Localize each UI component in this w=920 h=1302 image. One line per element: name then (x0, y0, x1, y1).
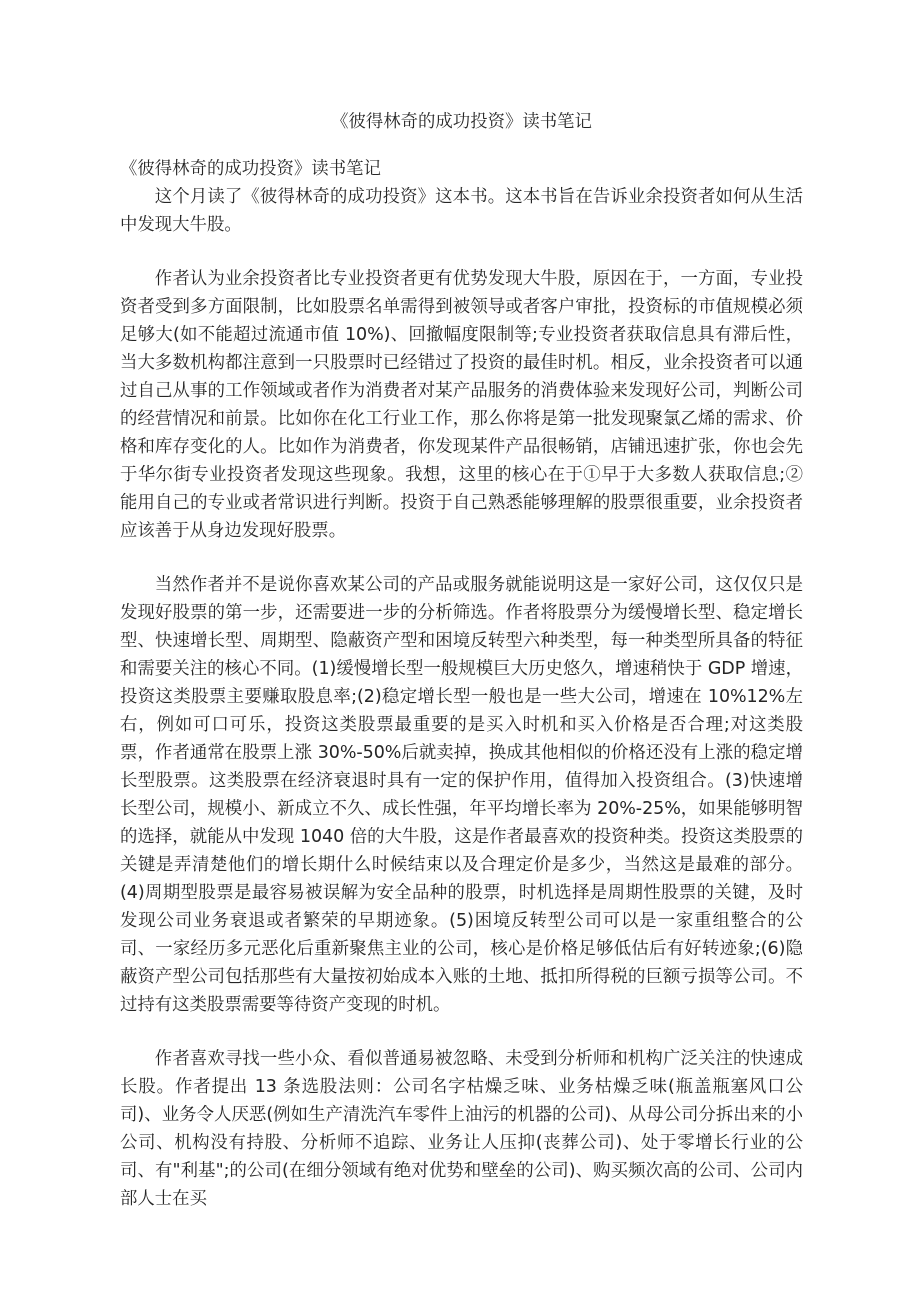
document-title: 《彼得林奇的成功投资》读书笔记 (331, 112, 592, 132)
paragraph-intro: 这个月读了《彼得林奇的成功投资》这本书。这本书旨在告诉业余投资者如何从生活中发现大牛股。 (120, 187, 803, 235)
paragraph-heading: 《彼得林奇的成功投资》读书笔记 (120, 159, 381, 179)
paragraph-amateur-advantage: 作者认为业余投资者比专业投资者更有优势发现大牛股，原因在于，一方面，专业投资者受到多方面限制，比如股票名单需得到被领导或者客户审批，投资标的市值规模必须足够大(如不能超过流通市值 10%)、回撤幅度限制等;专业投资者获取信息具有滞后性，当大多数机构都注意到一只股票时已经错过了投资的最佳时机。相反，业余投资者可以通过自己从事的工作领域或者作为消费者对某产品服务的消费体验来发现好公司，判断公司的经营情况和前景。比如你在化工行业工作，那么你将是第一批发现聚氯乙烯的需求、价格和库存变化的人。比如作为消费者，你发现某件产品很畅销，店铺迅速扩张，你也会先于华尔街专业投资者发现这些现象。我想，这里的核心在于①早于大多数人获取信息;②能用自己的专业或者常识进行判断。投资于自己熟悉能够理解的股票很重要，业余投资者应该善于从身边发现好股票。 (120, 269, 803, 541)
paragraph-six-stock-types: 当然作者并不是说你喜欢某公司的产品或服务就能说明这是一家好公司，这仅仅只是发现好股票的第一步，还需要进一步的分析筛选。作者将股票分为缓慢增长型、稳定增长型、快速增长型、周期型、隐蔽资产型和困境反转型六种类型，每一种类型所具备的特征和需要关注的核心不同。(1)缓慢增长型一般规模巨大历史悠久，增速稍快于 GDP 增速，投资这类股票主要赚取股息率;(2)稳定增长型一般也是一些大公司，增速在 10%12%左右，例如可口可乐，投资这类股票最重要的是买入时机和买入价格是否合理;对这类股票，作者通常在股票上涨 30%-50%后就卖掉，换成其他相似的价格还没有上涨的稳定增长型股票。这类股票在经济衰退时具有一定的保护作用，值得加入投资组合。(3)快速增长型公司，规模小、新成立不久、成长性强，年平均增长率为 20%-25%，如果能够明智的选择，就能从中发现 1040 倍的大牛股，这是作者最喜欢的投资种类。投资这类股票的关键是弄清楚他们的增长期什么时候结束以及合理定价是多少，当然这是最难的部分。(4)周期型股票是最容易被误解为安全品种的股票，时机选择是周期性股票的关键，及时发现公司业务衰退或者繁荣的早期迹象。(5)困境反转型公司可以是一家重组整合的公司、一家经历多元恶化后重新聚焦主业的公司，核心是价格足够低估后有好转迹象;(6)隐蔽资产型公司包括那些有大量按初始成本入账的土地、抵扣所得税的巨额亏损等公司。不过持有这类股票需要等待资产变现的时机。 (120, 575, 803, 1015)
paragraph-stock-picking-rules: 作者喜欢寻找一些小众、看似普通易被忽略、未受到分析师和机构广泛关注的快速成长股。作者提出 13 条选股法则：公司名字枯燥乏味、业务枯燥乏味(瓶盖瓶塞风口公司)、业务令人厌恶(例如生产清洗汽车零件上油污的机器的公司)、从母公司分拆出来的小公司、机构没有持股、分析师不追踪、业务让人压抑(丧葬公司)、处于零增长行业的公司、有"利基";的公司(在细分领域有绝对优势和壁垒的公司)、购买频次高的公司、公司内部人士在买 (120, 1049, 803, 1209)
